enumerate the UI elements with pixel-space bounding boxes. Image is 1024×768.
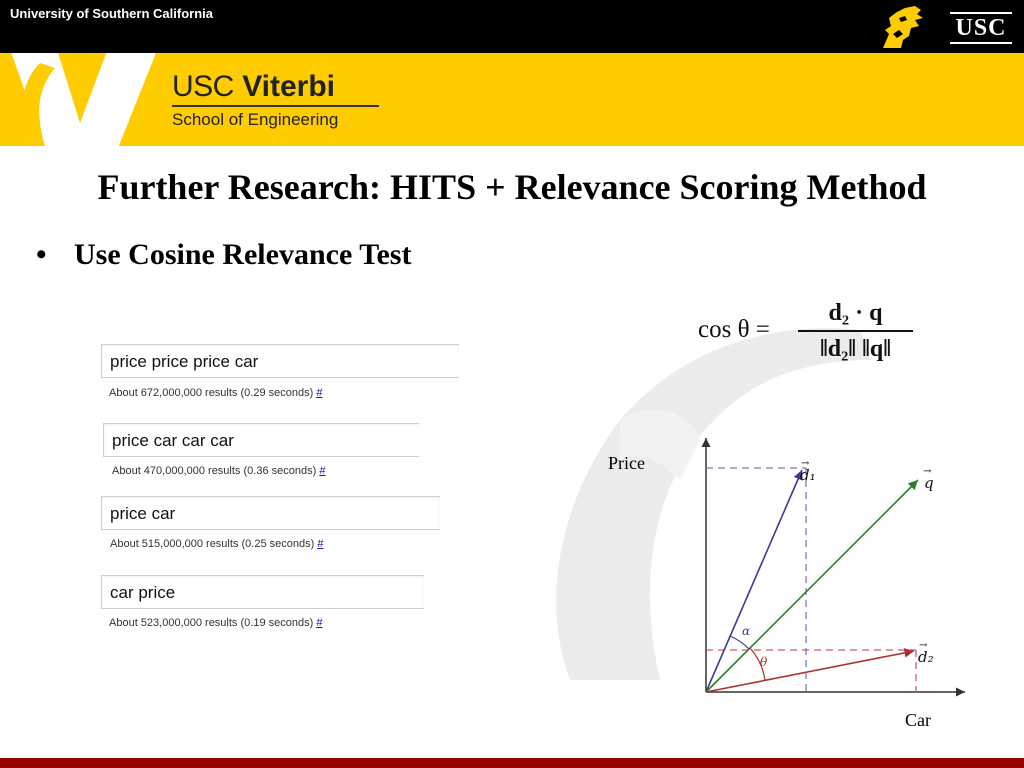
search-query-4[interactable]: car price — [101, 575, 424, 609]
label-q: q — [924, 474, 934, 492]
axis-label-price: Price — [608, 453, 645, 473]
arrow-q: → — [923, 466, 932, 477]
brand-school: School of Engineering — [172, 110, 339, 129]
results-text: About 523,000,000 results (0.19 seconds) — [109, 617, 314, 629]
label-d1: d₁ — [800, 466, 816, 484]
search-results-4 — [109, 617, 322, 629]
search-query-2[interactable]: price car car car — [103, 423, 419, 457]
viterbi-wordmark — [172, 71, 379, 130]
results-link[interactable]: # — [316, 617, 323, 629]
footer-bar — [0, 758, 1024, 768]
search-results-3 — [110, 538, 323, 550]
formula-numerator: d₂ · q — [828, 300, 883, 326]
viterbi-banner — [0, 53, 1024, 146]
top-bar — [0, 0, 1024, 53]
search-results-2 — [112, 465, 325, 477]
label-alpha: α — [742, 624, 751, 638]
university-name: University of Southern California — [10, 6, 213, 21]
results-link[interactable]: # — [319, 465, 326, 477]
vector-q — [706, 480, 918, 692]
vector-diagram — [690, 430, 980, 705]
axis-label-car: Car — [905, 710, 931, 730]
results-text: About 672,000,000 results (0.29 seconds) — [109, 387, 314, 399]
formula-lhs: cos θ = — [698, 316, 770, 343]
results-link[interactable]: # — [316, 387, 323, 399]
search-results-1 — [109, 387, 322, 399]
usc-wordmark: USC — [950, 12, 1012, 44]
results-text: About 470,000,000 results (0.36 seconds) — [112, 465, 317, 477]
formula-denominator: ‖d₂‖ ‖q‖ — [819, 336, 891, 362]
vector-d1 — [706, 470, 802, 692]
search-query-3[interactable]: price car — [101, 496, 440, 530]
results-link[interactable]: # — [317, 538, 324, 550]
bullet-text: Use Cosine Relevance Test — [74, 238, 412, 271]
slide-title: Further Research: HITS + Relevance Scoring Method — [97, 167, 927, 207]
bullet-item — [36, 238, 411, 272]
results-text: About 515,000,000 results (0.25 seconds) — [110, 538, 315, 550]
brand-rule — [172, 105, 379, 107]
brand-viterbi: Viterbi — [242, 70, 335, 103]
arrow-d1: → — [801, 458, 810, 469]
label-d2: d₂ — [918, 648, 934, 666]
formula-fraction — [798, 298, 913, 364]
brand-usc: USC — [172, 70, 234, 103]
fraction-bar — [798, 330, 913, 332]
search-query-1[interactable]: price price price car — [101, 344, 459, 378]
label-theta: θ — [760, 655, 768, 669]
vector-d2 — [706, 651, 914, 692]
trojan-head-icon — [875, 4, 927, 50]
bullet-marker: • — [36, 238, 47, 271]
arrow-d2: → — [919, 640, 928, 651]
viterbi-v-logo — [0, 53, 170, 146]
